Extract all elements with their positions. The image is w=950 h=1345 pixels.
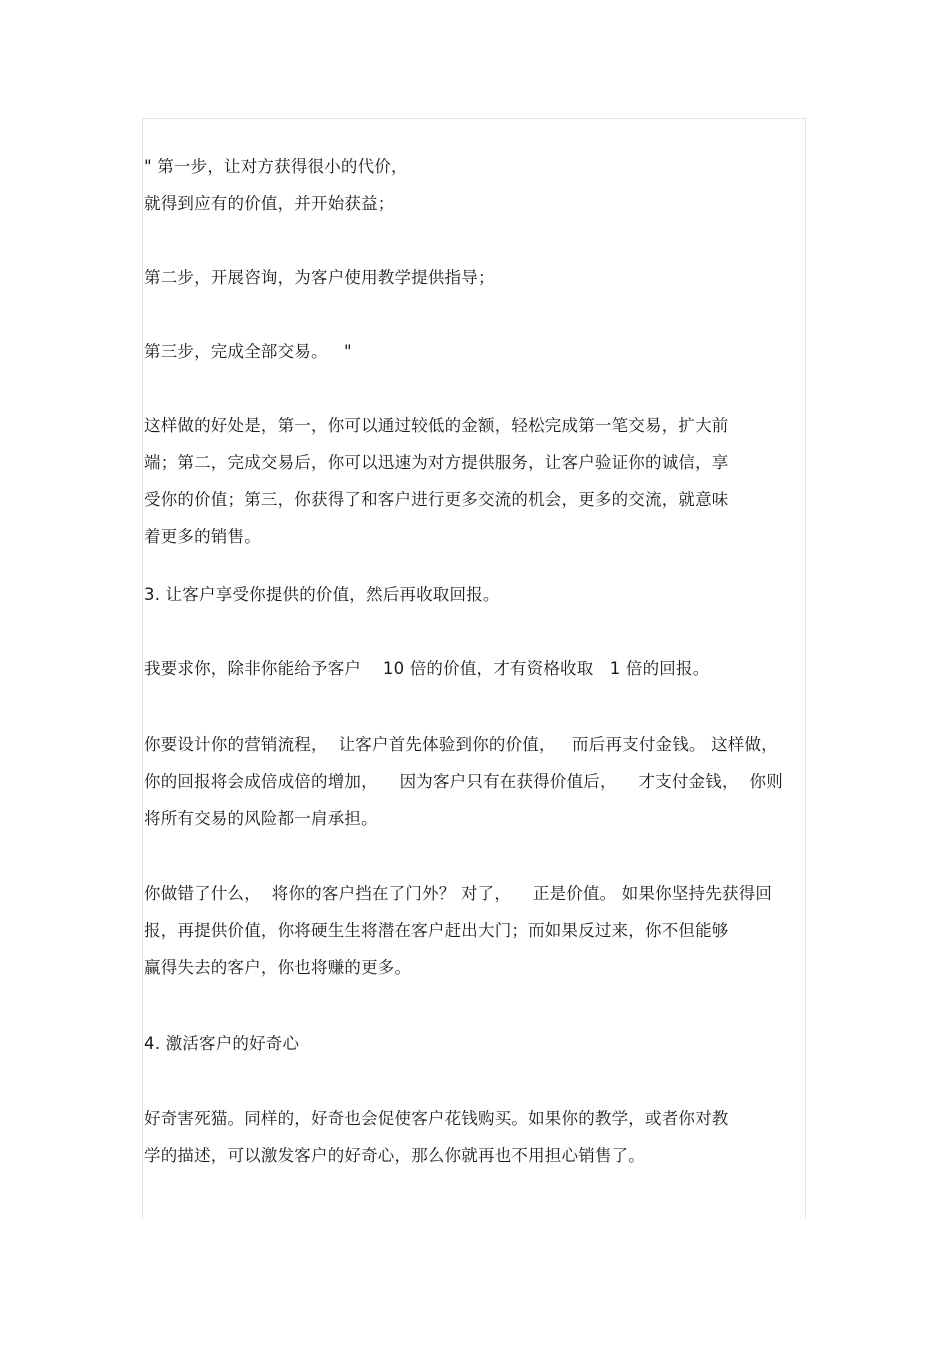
text-line: 这样做的好处是，第一，你可以通过较低的金额，轻松完成第一笔交易，扩大前 (144, 416, 729, 435)
text-line: 将所有交易的风险都一肩承担。 (144, 809, 378, 828)
section-heading: 4. 激活客户的好奇心 (144, 1034, 300, 1053)
text-line: 着更多的销售。 (144, 527, 261, 546)
text-line: 端；第二，完成交易后，你可以迅速为对方提供服务，让客户验证你的诚信，享 (144, 453, 729, 472)
text-line: 第三步，完成全部交易。 " (144, 342, 352, 361)
text-line: 赢得失去的客户，你也将赚的更多。 (144, 958, 412, 977)
text-line: 受你的价值；第三，你获得了和客户进行更多交流的机会，更多的交流，就意味 (144, 490, 729, 509)
text-line: " 第一步，让对方获得很小的代价， (144, 157, 408, 176)
text-line: 就得到应有的价值，并开始获益； (144, 194, 395, 213)
text-line: 你要设计你的营销流程， 让客户首先体验到你的价值， 而后再支付金钱。 这样做， (144, 735, 778, 754)
text-line: 学的描述，可以激发客户的好奇心，那么你就再也不用担心销售了。 (144, 1146, 645, 1165)
text-line: 我要求你，除非你能给予客户 10 倍的价值，才有资格收取 1 倍的回报。 (144, 659, 710, 678)
text-line: 第二步，开展咨询，为客户使用教学提供指导； (144, 268, 495, 287)
text-line: 好奇害死猫。同样的，好奇也会促使客户花钱购买。如果你的教学，或者你对教 (144, 1109, 729, 1128)
section-heading: 3. 让客户享受你提供的价值，然后再收取回报。 (144, 585, 500, 604)
text-line: 报，再提供价值，你将硬生生将潜在客户赶出大门；而如果反过来，你不但能够 (144, 921, 729, 940)
text-line: 你做错了什么， 将你的客户挡在了门外？ 对了， 正是价值。 如果你坚持先获得回 (144, 884, 773, 903)
text-line: 你的回报将会成倍成倍的增加， 因为客户只有在获得价值后， 才支付金钱， 你则 (144, 772, 783, 791)
